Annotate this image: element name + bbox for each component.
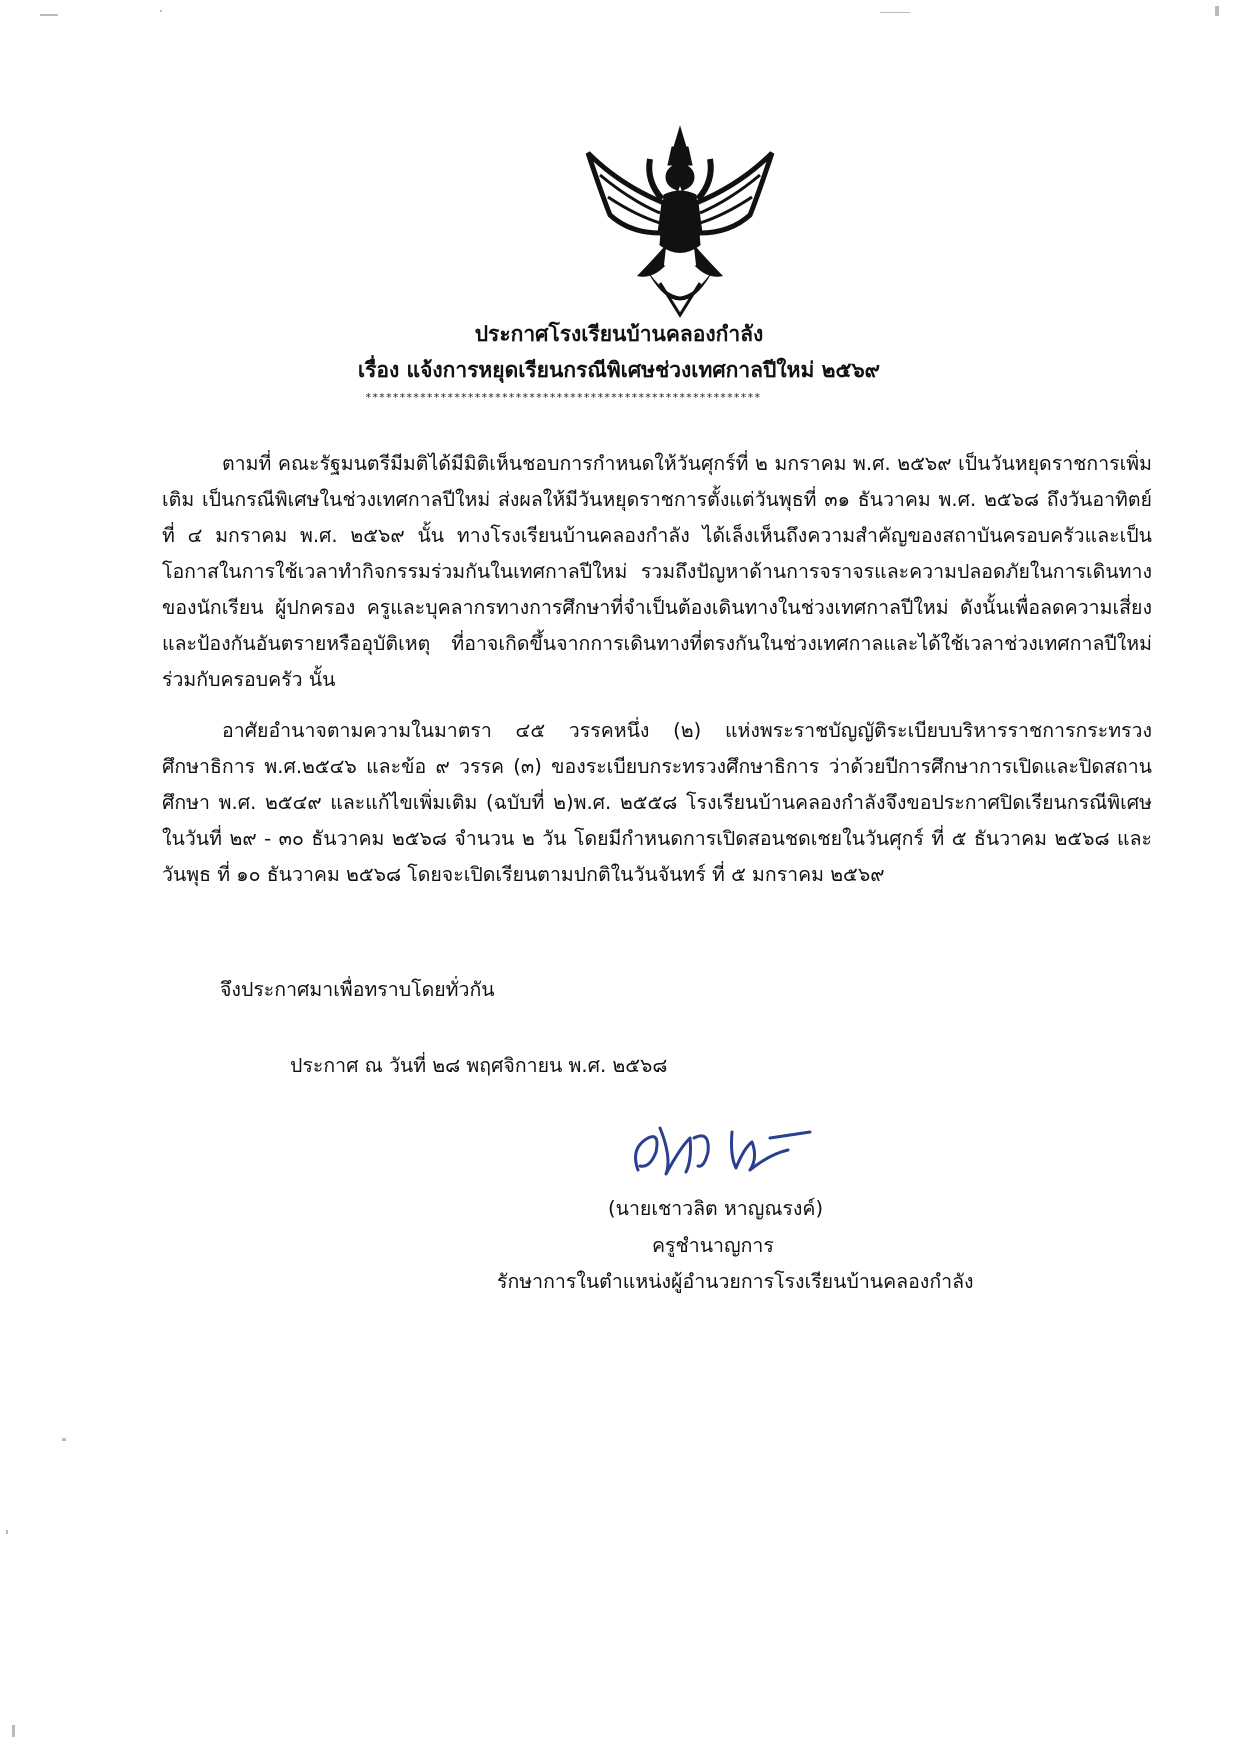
- separator-line: **********************************************************: [365, 391, 761, 404]
- announcement-date: ประกาศ ณ วันที่ ๒๘ พฤศจิกายน พ.ศ. ๒๕๖๘: [290, 1054, 668, 1077]
- body-paragraph-2: อาศัยอำนาจตามความในมาตรา ๔๕ วรรคหนึ่ง (๒) แห่งพระราชบัญญัติระเบียบบริหารราชการกระทรวงศึกษาธิการ พ.ศ.๒๕๔๖ และข้อ ๙ วรรค (๓) ของระเบียบกระทรวงศึกษาธิการ ว่าด้วยปีการศึกษาการเปิดและปิดสถานศึกษา พ.ศ. ๒๕๔๙ และแก้ไขเพิ่มเติม (ฉบับที่ ๒)พ.ศ. ๒๕๕๘ โรงเรียนบ้านคลองกำลังจึงขอประกาศปิดเรียนกรณีพิเศษ ในวันที่ ๒๙ - ๓๐ ธันวาคม ๒๕๖๘ จำนวน ๒ วัน โดยมีกำหนดการเปิดสอนชดเชยในวันศุกร์ ที่ ๕ ธันวาคม ๒๕๖๘ และวันพุธ ที่ ๑๐ ธันวาคม ๒๕๖๘ โดยจะเปิดเรียนตามปกติในวันจันทร์ ที่ ๕ มกราคม ๒๕๖๙: [162, 719, 1152, 886]
- announcement-subject: เรื่อง แจ้งการหยุดเรียนกรณีพิเศษช่วงเทศกาลปีใหม่ ๒๕๖๙: [357, 358, 881, 382]
- body-paragraph-1: ตามที่ คณะรัฐมนตรีมีมติได้มีมิติเห็นชอบการกำหนดให้วันศุกร์ที่ ๒ มกราคม พ.ศ. ๒๕๖๙ เป็นวันหยุดราชการเพิ่มเติม เป็นกรณีพิเศษในช่วงเทศกาลปีใหม่ ส่งผลให้มีวันหยุดราชการตั้งแต่วันพุธที่ ๓๑ ธันวาคม พ.ศ. ๒๕๖๘ ถึงวันอาทิตย์ที่ ๔ มกราคม พ.ศ. ๒๕๖๙ นั้น ทางโรงเรียนบ้านคลองกำลัง ได้เล็งเห็นถึงความสำคัญของสถาบันครอบครัวและเป็นโอกาสในการใช้เวลาทำกิจกรรมร่วมกันในเทศกาลปีใหม่ รวมถึงปัญหาด้านการจราจรและความปลอดภัยในการเดินทางของนักเรียน ผู้ปกครอง ครูและบุคลากรทางการศึกษาที่จำเป็นต้องเดินทางในช่วงเทศกาลปีใหม่ ดังนั้นเพื่อลดความเสี่ยงและป้องกันอันตรายหรืออุบัติเหตุ ที่อาจเกิดขึ้นจากการเดินทางที่ตรงกันในช่วงเทศกาลและได้ใช้เวลาช่วงเทศกาลปีใหม่ร่วมกับครอบครัว นั้น: [162, 452, 1152, 691]
- signatory-name: (นายเชาวลิต หาญณรงค์): [608, 1197, 824, 1220]
- garuda-emblem-icon: [580, 125, 780, 320]
- handwritten-signature: [620, 1108, 820, 1188]
- signatory-acting-role: รักษาการในตำแหน่งผู้อำนวยการโรงเรียนบ้านคลองกำลัง: [497, 1270, 974, 1293]
- closing-statement: จึงประกาศมาเพื่อทราบโดยทั่วกัน: [220, 978, 495, 1001]
- signatory-position: ครูชำนาญการ: [652, 1234, 774, 1257]
- announcement-title: ประกาศโรงเรียนบ้านคลองกำลัง: [474, 322, 764, 346]
